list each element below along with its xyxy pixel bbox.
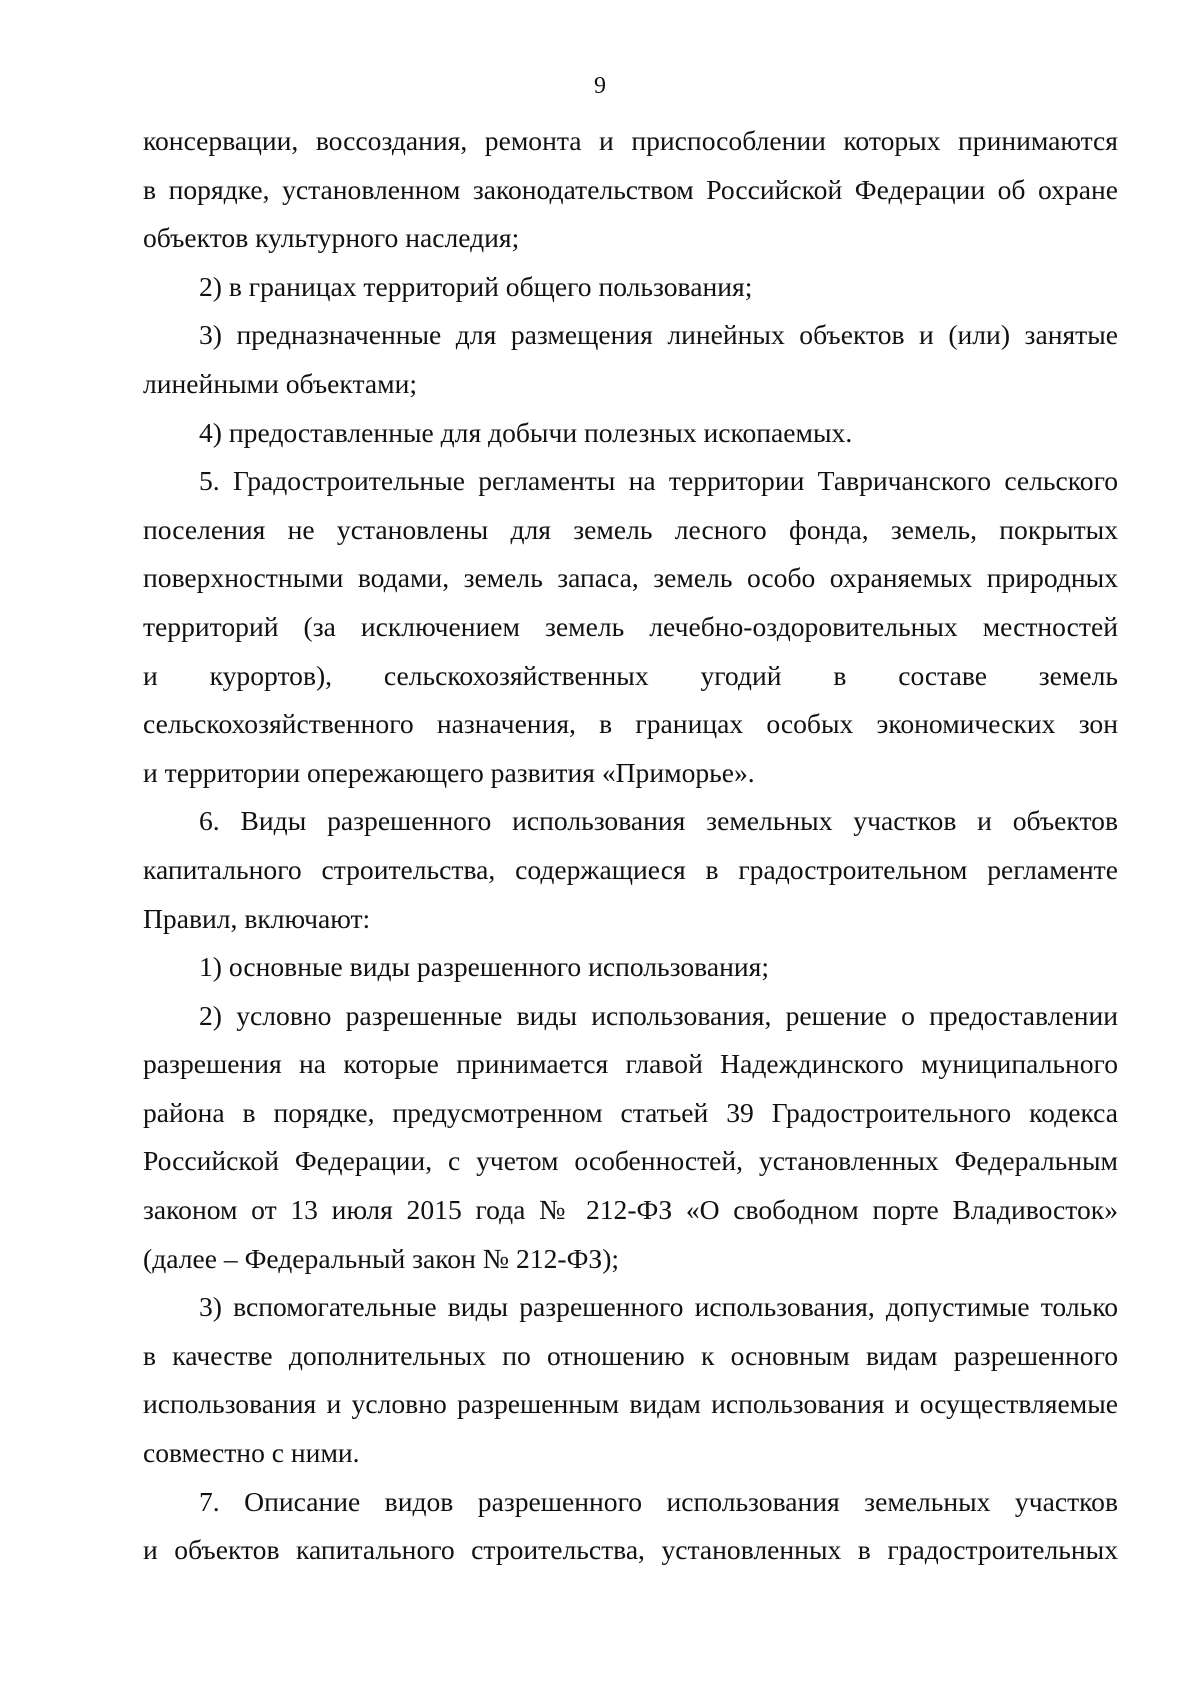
text-line: района в порядке, предусмотренном статьей 39 Градостроительного кодекса xyxy=(143,1096,1118,1128)
text-line: 5. Градостроительные регламенты на территории Тавричанского сельского xyxy=(199,465,1118,497)
text-line: 2) условно разрешенные виды использования, решение о предоставлении xyxy=(199,999,1118,1031)
text-line: Правил, включают: xyxy=(143,902,371,934)
text-line: 6. Виды разрешенного использования земельных участков и объектов xyxy=(199,805,1118,837)
text-line: линейными объектами; xyxy=(143,367,417,399)
text-line: совместно с ними. xyxy=(143,1437,360,1469)
text-line: законом от 13 июля 2015 года № 212-ФЗ «О свободном порте Владивосток» xyxy=(143,1194,1118,1226)
text-line: поверхностными водами, земель запаса, земель особо охраняемых природных xyxy=(143,562,1118,594)
text-line: и территории опережающего развития «Приморье». xyxy=(143,756,755,788)
document-body xyxy=(143,117,1118,1575)
text-line: 2) в границах территорий общего пользования; xyxy=(199,270,753,302)
text-line: консервации, воссоздания, ремонта и приспособлении которых принимаются xyxy=(143,125,1118,156)
text-line: объектов культурного наследия; xyxy=(143,222,520,254)
text-line: 1) основные виды разрешенного использования; xyxy=(199,951,769,983)
text-line: сельскохозяйственного назначения, в границах особых экономических зон xyxy=(143,708,1118,740)
text-line: 3) вспомогательные виды разрешенного использования, допустимые только xyxy=(199,1291,1118,1323)
text-line: 3) предназначенные для размещения линейных объектов и (или) занятые xyxy=(199,319,1118,351)
text-line: в качестве дополнительных по отношению к основным видам разрешенного xyxy=(143,1339,1118,1371)
text-line: Российской Федерации, с учетом особенностей, установленных Федеральным xyxy=(143,1145,1118,1177)
text-line: и объектов капитального строительства, установленных в градостроительных xyxy=(143,1534,1118,1566)
text-line: территорий (за исключением земель лечебно-оздоровительных местностей xyxy=(143,610,1118,642)
text-line: в порядке, установленном законодательством Российской Федерации об охране xyxy=(143,173,1118,205)
page-number: 9 xyxy=(594,73,606,99)
text-line: 4) предоставленные для добычи полезных ископаемых. xyxy=(199,416,853,448)
text-line: (далее – Федеральный закон № 212-ФЗ); xyxy=(143,1242,620,1274)
text-line: 7. Описание видов разрешенного использования земельных участков xyxy=(199,1485,1118,1517)
text-line: разрешения на которые принимается главой Надеждинского муниципального xyxy=(143,1048,1118,1080)
text-line: использования и условно разрешенным видам использования и осуществляемые xyxy=(143,1388,1118,1420)
text-line: и курортов), сельскохозяйственных угодий в составе земель xyxy=(143,659,1118,691)
text-line: капитального строительства, содержащиеся в градостроительном регламенте xyxy=(143,853,1118,885)
text-line: поселения не установлены для земель лесного фонда, земель, покрытых xyxy=(143,513,1118,545)
